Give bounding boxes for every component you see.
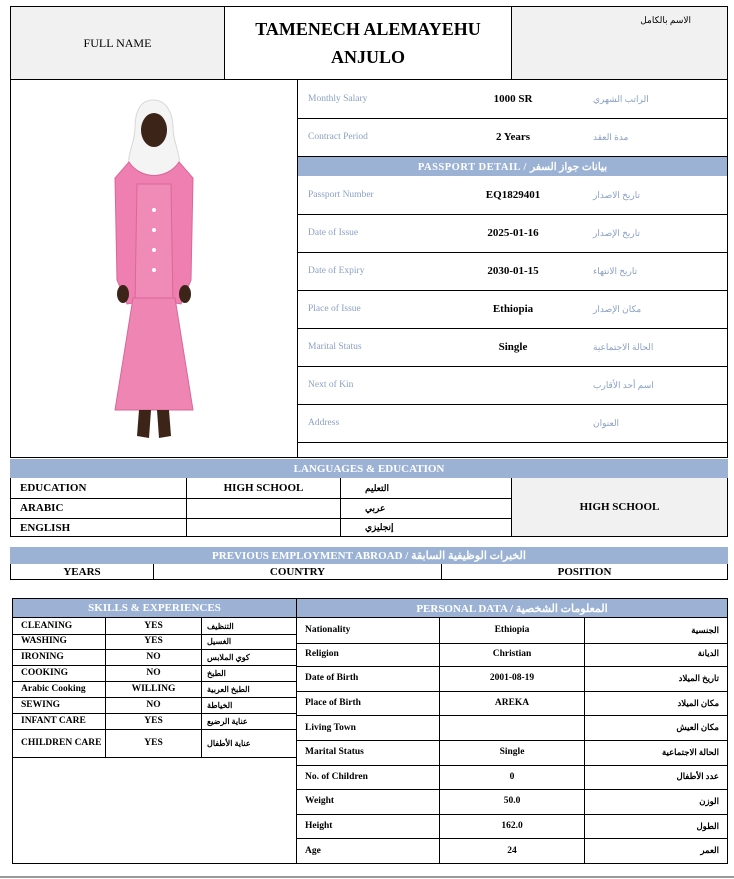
personal-arabic: الوزن	[699, 795, 719, 806]
skill-row	[13, 729, 296, 758]
skill-arabic: الخياطة	[207, 700, 233, 710]
language-arabic: التعليم	[365, 482, 389, 493]
skill-arabic: الطبخ	[207, 668, 226, 678]
language-value	[187, 518, 341, 537]
skill-arabic: الغسيل	[207, 636, 232, 646]
passport-arabic: تاريخ الاصدار	[593, 189, 641, 200]
passport-value: Ethiopia	[492, 303, 534, 315]
personal-label: Living Town	[297, 715, 440, 740]
page-bottom-rule	[0, 876, 734, 878]
language-arabic: إنجليزي	[365, 522, 394, 532]
personal-label: Nationality	[297, 618, 440, 643]
personal-arabic: العمر	[700, 845, 719, 856]
contract-value: 2 Years	[495, 131, 531, 143]
personal-value: 0	[440, 765, 585, 790]
personal-label: No. of Children	[297, 765, 440, 790]
contract-row	[298, 118, 727, 157]
personal-value: 50.0	[440, 789, 585, 814]
full-name-cell	[224, 6, 512, 80]
language-label: EDUCATION	[11, 478, 187, 498]
full-name-label-cell	[10, 6, 225, 80]
passport-row	[298, 290, 727, 329]
skill-row	[13, 633, 296, 650]
passport-arabic: الحالة الاجتماعية	[593, 341, 654, 352]
passport-arabic: اسم أحد الأقارب	[593, 379, 654, 390]
personal-value: Ethiopia	[440, 618, 585, 643]
language-value	[187, 498, 341, 518]
skill-label: Arabic Cooking	[13, 681, 106, 697]
skill-row	[13, 649, 296, 666]
language-arabic: عربي	[365, 502, 386, 513]
languages-section-title: LANGUAGES & EDUCATION	[10, 459, 728, 478]
skill-value: NO	[106, 697, 202, 713]
contract-label: Contract Period	[308, 132, 368, 142]
personal-arabic: عدد الأطفال	[676, 771, 719, 782]
language-row	[11, 478, 511, 499]
passport-label: Place of Issue	[308, 304, 361, 314]
passport-row	[298, 404, 727, 443]
employment-section-title: PREVIOUS EMPLOYMENT ABROAD / الخبرات الوظيفية السابقة	[10, 547, 728, 564]
passport-value: EQ1829401	[485, 189, 541, 201]
skill-value: YES	[106, 633, 202, 649]
personal-section-title: PERSONAL DATA / المعلومات الشخصية	[297, 599, 727, 617]
passport-value: 2025-01-16	[487, 227, 539, 239]
contract-arabic: الراتب الشهري	[593, 93, 649, 104]
skill-row	[13, 665, 296, 682]
passport-section-title: PASSPORT DETAIL / بيانات جواز السفر	[298, 157, 727, 176]
skill-value: NO	[106, 649, 202, 665]
skill-row	[13, 681, 296, 698]
personal-row	[297, 740, 727, 766]
personal-label: Age	[297, 838, 440, 863]
passport-label: Passport Number	[308, 190, 374, 200]
passport-label: Date of Issue	[308, 228, 359, 238]
passport-arabic: تاريخ الإصدار	[593, 227, 641, 238]
passport-label: Marital Status	[308, 342, 362, 352]
skill-row	[13, 713, 296, 730]
contract-arabic: مدة العقد	[593, 131, 629, 142]
passport-value: 2030-01-15	[487, 265, 539, 277]
personal-value	[440, 715, 585, 740]
skill-arabic: عناية الأطفال	[207, 738, 251, 748]
employment-header-years: YEARS	[11, 564, 154, 579]
language-value: HIGH SCHOOL	[187, 478, 341, 498]
education-summary: HIGH SCHOOL	[511, 478, 728, 537]
employment-header-position: POSITION	[557, 565, 612, 578]
personal-arabic: الجنسية	[691, 624, 719, 635]
language-label: ENGLISH	[11, 518, 187, 537]
passport-arabic: العنوان	[593, 417, 620, 428]
skill-arabic: التنظيف	[207, 621, 234, 631]
personal-label: Religion	[297, 642, 440, 667]
contract-row	[298, 80, 727, 119]
passport-value: Single	[498, 341, 528, 353]
personal-value: AREKA	[440, 691, 585, 716]
skill-value: YES	[106, 618, 202, 634]
skill-label: CLEANING	[13, 618, 106, 634]
skill-label: WASHING	[13, 633, 106, 649]
full-name-arabic: الاسم بالكامل	[640, 15, 691, 25]
personal-arabic: الطول	[696, 820, 719, 831]
full-name-label: FULL NAME	[83, 35, 152, 50]
employment-header-country: COUNTRY	[154, 564, 442, 579]
personal-label: Weight	[297, 789, 440, 814]
skill-arabic: كوي الملابس	[207, 652, 250, 662]
passport-row	[298, 366, 727, 405]
skills-section-title: SKILLS & EXPERIENCES	[13, 599, 296, 617]
passport-row	[298, 176, 727, 215]
personal-value: 162.0	[440, 814, 585, 839]
employment-header-row	[10, 564, 728, 580]
languages-table	[10, 478, 512, 537]
personal-row	[297, 838, 727, 863]
contract-passport-panel	[297, 79, 728, 458]
passport-arabic: تاريخ الانتهاء	[593, 265, 638, 276]
skill-value: YES	[106, 713, 202, 729]
passport-label: Date of Expiry	[308, 266, 365, 276]
contract-value: 1000 SR	[493, 93, 533, 105]
personal-label: Place of Birth	[297, 691, 440, 716]
skill-label: COOKING	[13, 665, 106, 681]
skill-arabic: الطبخ العربية	[207, 684, 250, 694]
skills-panel	[12, 598, 297, 864]
full-name-arabic-cell	[511, 6, 728, 80]
personal-row	[297, 715, 727, 741]
personal-row	[297, 617, 727, 644]
skill-value: NO	[106, 665, 202, 681]
language-row	[11, 518, 511, 537]
passport-arabic: مكان الإصدار	[593, 303, 642, 314]
name-line-2: ANJULO	[330, 47, 405, 67]
personal-label: Height	[297, 814, 440, 839]
personal-label: Date of Birth	[297, 666, 440, 691]
personal-arabic: مكان العيش	[676, 722, 719, 733]
personal-row	[297, 666, 727, 692]
skill-value: YES	[106, 729, 202, 757]
personal-arabic: مكان الميلاد	[677, 697, 719, 708]
personal-data-table	[297, 617, 727, 863]
passport-label: Address	[308, 418, 340, 428]
personal-value: Christian	[440, 642, 585, 667]
personal-row	[297, 642, 727, 668]
skill-row	[13, 697, 296, 714]
skill-arabic: عناية الرضيع	[207, 716, 248, 726]
personal-value: Single	[440, 740, 585, 765]
personal-data-panel	[296, 598, 728, 864]
skill-label: SEWING	[13, 697, 106, 713]
personal-row	[297, 765, 727, 791]
personal-label: Marital Status	[297, 740, 440, 765]
skill-label: CHILDREN CARE	[13, 729, 106, 757]
name-line-1: TAMENECH ALEMAYEHU	[255, 19, 481, 39]
personal-row	[297, 814, 727, 840]
passport-row	[298, 214, 727, 253]
personal-value: 2001-08-19	[440, 666, 585, 691]
contract-label: Monthly Salary	[308, 94, 368, 104]
language-label: ARABIC	[11, 498, 187, 518]
passport-label: Next of Kin	[308, 380, 354, 390]
skill-value: WILLING	[106, 681, 202, 697]
skill-label: IRONING	[13, 649, 106, 665]
personal-value: 24	[440, 838, 585, 863]
candidate-photo-illustration	[11, 80, 296, 456]
language-row	[11, 498, 511, 519]
skill-label: INFANT CARE	[13, 713, 106, 729]
personal-arabic: الحالة الاجتماعية	[661, 746, 719, 757]
passport-row	[298, 252, 727, 291]
personal-row	[297, 691, 727, 717]
personal-arabic: الديانة	[697, 648, 719, 659]
personal-row	[297, 789, 727, 815]
candidate-photo	[10, 79, 298, 458]
passport-row	[298, 328, 727, 367]
personal-arabic: تاريخ الميلاد	[678, 672, 719, 683]
